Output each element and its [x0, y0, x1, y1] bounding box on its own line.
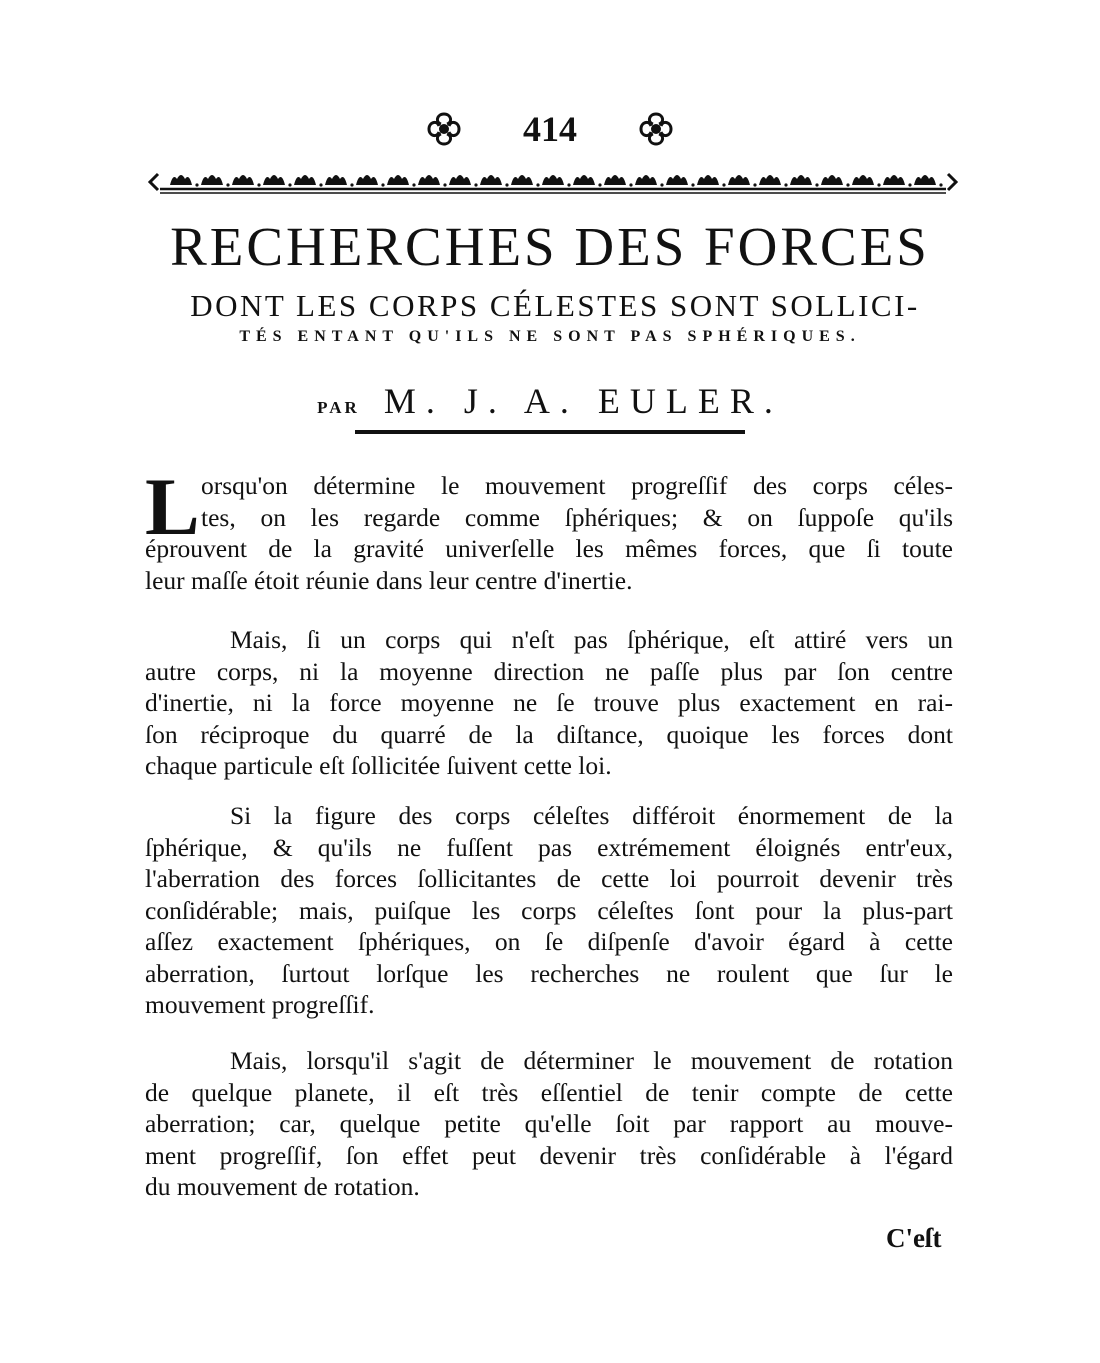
border-dot	[381, 183, 384, 186]
ornamental-border	[148, 168, 958, 196]
drop-cap: L	[145, 461, 200, 552]
border-motif	[821, 175, 843, 185]
border-motif	[232, 175, 254, 185]
border-motif	[480, 175, 502, 185]
border-dot	[226, 183, 229, 186]
border-dot	[567, 183, 570, 186]
border-motif	[356, 175, 378, 185]
page-header	[0, 108, 1100, 150]
title-rule	[355, 430, 745, 434]
text-line: ment progreſſif, ſon effet peut devenir très conſidérable à l'égard	[145, 1140, 953, 1170]
border-dot	[660, 183, 663, 186]
border-dot	[753, 183, 756, 186]
text-line: d'inertie, ni la force moyenne ne ſe trouve plus exactement en rai-	[145, 688, 953, 717]
border-motif	[387, 175, 409, 185]
border-dot	[598, 183, 601, 186]
border-dot	[412, 183, 415, 186]
text-line: Mais, ſi un corps qui n'eſt pas ſphérique, eſt attiré vers un	[230, 625, 953, 654]
border-motif	[325, 175, 347, 185]
border-motif	[883, 175, 905, 185]
border-motif	[697, 175, 719, 185]
border-dot	[474, 183, 477, 186]
author-prefix: PAR	[317, 398, 360, 417]
border-motif	[852, 175, 874, 185]
border-motif	[914, 175, 936, 185]
border-dot	[877, 183, 880, 186]
catchword: C'eſt	[886, 1223, 942, 1253]
text-line: éprouvent de la gravité univerſelle les mêmes forces, que ſi toute	[145, 534, 953, 563]
border-motif	[263, 175, 285, 185]
page-number: 414	[523, 109, 577, 149]
text-line: Mais, lorsqu'il s'agit de déterminer le mouvement de rotation	[230, 1046, 953, 1075]
border-dot	[629, 183, 632, 186]
border-motif	[511, 175, 533, 185]
text-line: mouvement progreſſif.	[145, 990, 375, 1019]
border-motif	[759, 175, 781, 185]
border-dot	[784, 183, 787, 186]
text-line: aberration, ſurtout lorſque les recherches ne roulent que ſur le	[145, 958, 953, 988]
text-line: autre corps, ni la moyenne direction ne paſſe plus par ſon centre	[145, 656, 953, 686]
author-line	[0, 380, 1100, 422]
border-dot	[815, 183, 818, 186]
border-dot	[350, 183, 353, 186]
article-title: RECHERCHES DES FORCES	[170, 216, 930, 277]
text-line: ſon réciproque du quarré de la diſtance, quoique les forces dont	[145, 719, 953, 749]
author-name: M. J. A. EULER.	[383, 381, 783, 421]
border-dot	[288, 183, 291, 186]
text-line: de quelque planete, il eſt très eſſentiel de tenir compte de cette	[145, 1077, 953, 1107]
border-motif	[666, 175, 688, 185]
border-motif	[449, 175, 471, 185]
border-dot	[536, 183, 539, 186]
border-dot	[908, 183, 911, 186]
text-line: ſphérique, & qu'ils ne fuſſent pas extrémement éloignés entr'eux,	[145, 832, 953, 862]
text-line: leur maſſe étoit réunie dans leur centre d'inertie.	[145, 565, 633, 595]
border-dot	[691, 183, 694, 186]
border-motif	[418, 175, 440, 185]
text-line: chaque particule eſt ſollicitée ſuivent cette loi.	[145, 751, 612, 780]
subtitle-line-2: TÉS ENTANT QU'ILS NE SONT PAS SPHÉRIQUES.	[239, 328, 861, 345]
fleuron-left-icon	[427, 112, 461, 146]
border-motif	[728, 175, 750, 185]
fleuron-right-icon	[639, 112, 673, 146]
border-dot	[257, 183, 260, 186]
border-motif	[542, 175, 564, 185]
text-line: orsqu'on détermine le mouvement progreſſif des corps céles-	[201, 471, 953, 500]
text-line: conſidérable; mais, puiſque les corps céleſtes ſont pour la plus-part	[145, 895, 953, 925]
border-dot	[846, 183, 849, 186]
text-line: aberration; car, quelque petite qu'elle ſoit par rapport au mouve-	[145, 1109, 953, 1138]
border-dot	[319, 183, 322, 186]
paragraph-3	[145, 800, 953, 1021]
paragraph-4	[145, 1045, 953, 1203]
border-dot	[939, 183, 942, 186]
subtitle-line-1: DONT LES CORPS CÉLESTES SONT SOLLICI-	[190, 288, 920, 323]
paragraph-1	[145, 461, 953, 596]
border-motif	[635, 175, 657, 185]
paragraph-2	[145, 624, 953, 782]
border-dot	[505, 183, 508, 186]
text-line: Si la figure des corps céleſtes différoit énormement de la	[230, 801, 953, 830]
text-line: tes, on les regarde comme ſphériques; & on ſuppoſe qu'ils	[201, 502, 953, 532]
border-motif	[170, 175, 192, 185]
border-dot	[722, 183, 725, 186]
border-dot	[443, 183, 446, 186]
text-line: du mouvement de rotation.	[145, 1172, 420, 1201]
border-motif	[604, 175, 626, 185]
border-motif	[790, 175, 812, 185]
text-line: l'aberration des forces ſollicitantes de cette loi pourroit devenir très	[145, 864, 953, 893]
border-motif	[294, 175, 316, 185]
text-line: aſſez exactement ſphériques, on ſe diſpenſe d'avoir égard à cette	[145, 927, 953, 956]
border-motif	[573, 175, 595, 185]
border-dot	[195, 183, 198, 186]
border-motif	[201, 175, 223, 185]
